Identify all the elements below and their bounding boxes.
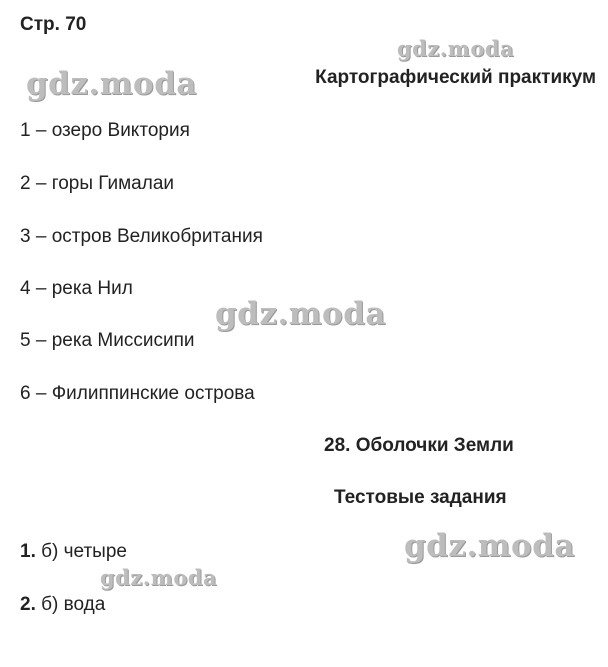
answer-item: [20, 594, 105, 616]
map-item: 2 – горы Гималаи: [20, 173, 175, 194]
answer-number: 1.: [20, 541, 36, 562]
watermark-logo: gdz.moda: [215, 296, 386, 332]
watermark-logo: gdz.moda: [404, 528, 575, 564]
map-item: 4 – река Нил: [20, 278, 133, 299]
answer-text: б) вода: [35, 594, 106, 615]
page-label: Стр. 70: [20, 14, 87, 35]
watermark-logo: gdz.moda: [397, 36, 515, 61]
map-item: 6 – Филиппинские острова: [20, 383, 255, 404]
section-heading: 28. Оболочки Земли: [324, 435, 514, 456]
answer-item: [20, 541, 127, 563]
watermark-logo: gdz.moda: [26, 66, 197, 102]
map-item: 1 – озеро Виктория: [20, 120, 190, 141]
map-item: 3 – остров Великобритания: [20, 226, 263, 247]
map-item: 5 – река Миссисипи: [20, 330, 195, 351]
practicum-heading: Картографический практикум: [315, 67, 596, 88]
tests-heading: Тестовые задания: [334, 487, 507, 508]
answer-number: 2.: [20, 594, 36, 615]
answer-text: б) четыре: [35, 541, 127, 562]
watermark-logo: gdz.moda: [100, 565, 218, 590]
